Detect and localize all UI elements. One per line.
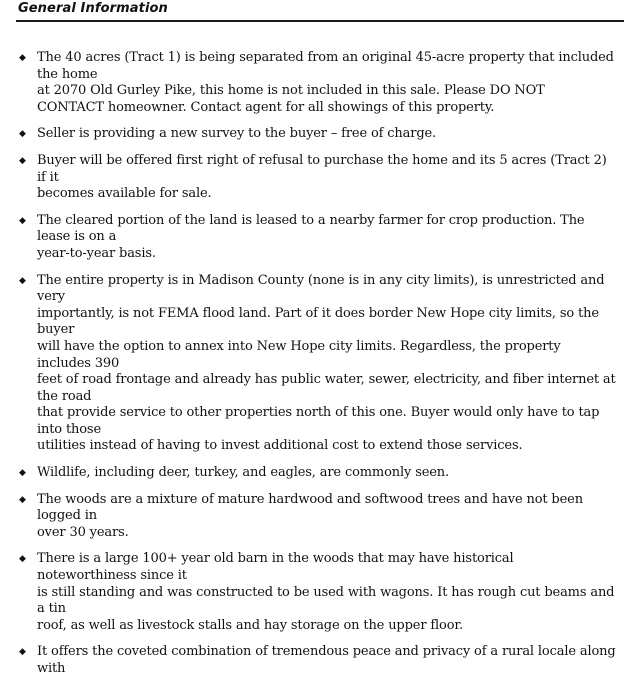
- bullet-text-line: over 30 years.: [37, 524, 129, 540]
- bullet-item: [16, 153, 616, 203]
- diamond-bullet-icon: ◆: [19, 53, 26, 63]
- bullet-text-line: The woods are a mixture of mature hardwood and softwood trees and have not been logged in: [37, 491, 583, 524]
- bullet-text-line: The 40 acres (Tract 1) is being separated from an original 45-acre property that included the home: [37, 50, 614, 82]
- bullet-text-line: at 2070 Old Gurley Pike, this home is not included in this sale. Please DO NOT: [37, 83, 545, 99]
- bullet-text-line: Wildlife, including deer, turkey, and eagles, are commonly seen.: [37, 465, 450, 481]
- bullet-text-line: importantly, is not FEMA flood land. Part of it does border New Hope city limits, so the buyer: [37, 305, 599, 338]
- bullet-item: [16, 492, 616, 542]
- bullet-text-line: The entire property is in Madison County (none is in any city limits), is unrestricted and very: [37, 272, 605, 305]
- bullet-text-line: The cleared portion of the land is leased to a nearby farmer for crop production. The lease is on a: [37, 212, 585, 245]
- section-header: [16, 0, 624, 22]
- bullet-text-line: It offers the coveted combination of tremendous peace and privacy of a rural locale along with: [37, 644, 616, 676]
- diamond-bullet-icon: ◆: [19, 275, 26, 286]
- bullet-text-line: feet of road frontage and already has public water, sewer, electricity, and fiber internet at the road: [37, 372, 616, 404]
- bullet-text-line: Buyer will be offered first right of refusal to purchase the home and its 5 acres (Tract 2) if it: [37, 152, 607, 185]
- bullet-text-line: becomes available for sale.: [37, 186, 212, 202]
- bullet-item: [16, 126, 616, 143]
- bullet-item: [16, 50, 616, 116]
- section-title: General Information: [18, 1, 168, 16]
- bullet-list: [16, 50, 616, 688]
- bullet-text-line: utilities instead of having to invest additional cost to extend those services.: [37, 438, 523, 454]
- bullet-text-line: year-to-year basis.: [37, 245, 156, 261]
- diamond-bullet-icon: ◆: [19, 215, 26, 226]
- bullet-item: [16, 465, 616, 482]
- diamond-bullet-icon: ◆: [19, 554, 26, 565]
- bullet-text-line: CONTACT homeowner. Contact agent for all showings of this property.: [37, 99, 495, 115]
- bullet-item: [16, 213, 616, 263]
- diamond-bullet-icon: ◆: [19, 155, 26, 166]
- bullet-text-line: Seller is providing a new survey to the buyer – free of charge.: [37, 126, 437, 142]
- bullet-text-line: that provide service to other properties north of this one. Buyer would only have to tap into those: [37, 405, 600, 437]
- diamond-bullet-icon: ◆: [19, 647, 26, 658]
- bullet-text-line: There is a large 100+ year old barn in the woods that may have historical noteworthiness since it: [37, 551, 514, 584]
- diamond-bullet-icon: ◆: [19, 494, 26, 505]
- bullet-item: [16, 551, 616, 634]
- bullet-item: [16, 644, 616, 677]
- diamond-bullet-icon: ◆: [19, 468, 26, 479]
- bullet-item: [16, 273, 616, 456]
- diamond-bullet-icon: ◆: [19, 129, 26, 140]
- bullet-text-line: roof, as well as livestock stalls and hay storage on the upper floor.: [37, 617, 464, 633]
- bullet-text-line: will have the option to annex into New Hope city limits. Regardless, the property includes 390: [37, 338, 561, 371]
- bullet-text-line: is still standing and was constructed to be used with wagons. It has rough cut beams and a tin: [37, 584, 615, 617]
